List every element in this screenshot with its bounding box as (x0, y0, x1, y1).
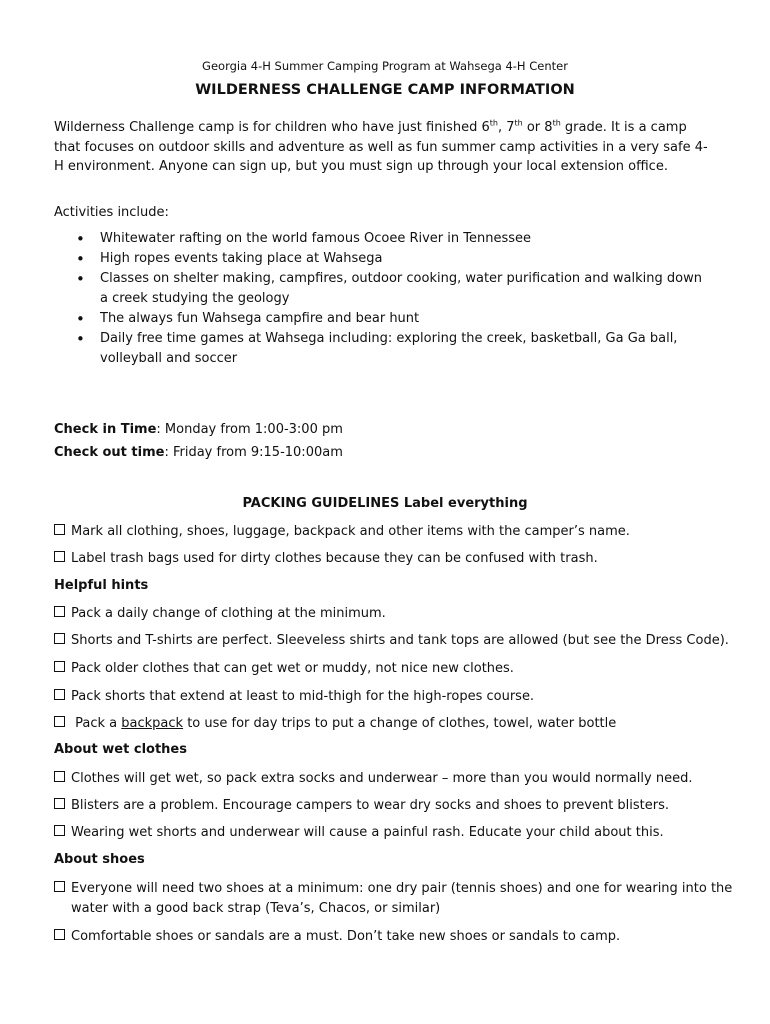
helpful-hints-heading: Helpful hints (54, 578, 149, 593)
wet-clothes-heading: About wet clothes (54, 742, 187, 757)
checklist-text: Pack shorts that extend at least to mid-thigh for the high-ropes course. (71, 689, 535, 704)
check-in-label: Check in Time (54, 422, 157, 437)
checklist-text: Mark all clothing, shoes, luggage, backpack and other items with the camper’s name. (71, 524, 630, 539)
checkbox-icon[interactable] (54, 689, 65, 700)
checkbox-icon[interactable] (54, 606, 65, 617)
checkbox-icon[interactable] (54, 551, 65, 562)
activity-item: • The always fun Wahsega campfire and bear hunt (54, 309, 704, 329)
check-in-time (54, 422, 343, 437)
activities-list (54, 229, 704, 369)
intro-text: , 7 (497, 120, 515, 135)
checkbox-icon[interactable] (54, 661, 65, 672)
backpack-link[interactable]: backpack (121, 716, 184, 731)
checklist-text: Wearing wet shorts and underwear will cause a painful rash. Educate your child about this. (71, 825, 664, 840)
checklist-item (54, 604, 734, 624)
checkbox-icon[interactable] (54, 633, 65, 644)
checkbox-icon[interactable] (54, 798, 65, 809)
checkbox-icon[interactable] (54, 825, 65, 836)
activity-item: • Daily free time games at Wahsega including: exploring the creek, basketball, Ga Ga ball, volleyball and soccer (54, 329, 704, 369)
checkbox-icon[interactable] (54, 771, 65, 782)
checklist-text: water with a good back strap (Teva’s, Chacos, or similar) (71, 901, 441, 916)
intro-sup: th (552, 118, 561, 128)
checkbox-icon[interactable] (54, 716, 65, 727)
checklist-text: Everyone will need two shoes at a minimum: one dry pair (tennis shoes) and one for wearing into the (71, 881, 733, 896)
checklist-text: Pack a daily change of clothing at the minimum. (71, 606, 386, 621)
activity-item: • High ropes events taking place at Wahsega (54, 249, 704, 269)
checklist-item (54, 796, 734, 816)
check-in-value: : Monday from 1:00-3:00 pm (156, 422, 343, 437)
activity-item: • Classes on shelter making, campfires, outdoor cooking, water purification and walking down a creek studying the geology (54, 269, 704, 309)
checklist-text: Comfortable shoes or sandals are a must. Don’t take new shoes or sandals to camp. (71, 929, 621, 944)
checklist-item (54, 659, 734, 679)
checklist-text: to use for day trips to put a change of clothes, towel, water bottle (183, 716, 617, 731)
checkbox-icon[interactable] (54, 881, 65, 892)
checklist-text: Shorts and T-shirts are perfect. Sleeveless shirts and tank tops are allowed (but see the Dress Code). (71, 633, 729, 648)
intro-sup: th (489, 118, 498, 128)
checklist-text: Pack a (71, 716, 122, 731)
checklist-item (54, 631, 734, 651)
activities-heading: Activities include: (54, 205, 169, 220)
intro-text: Wilderness Challenge camp is for children who have just finished 6 (54, 120, 490, 135)
checklist-text: Label trash bags used for dirty clothes because they can be confused with trash. (71, 551, 598, 566)
checklist-item (54, 769, 734, 789)
checkbox-icon[interactable] (54, 929, 65, 940)
checklist-text: Blisters are a problem. Encourage campers to wear dry socks and shoes to prevent blisters. (71, 798, 670, 813)
page-title: WILDERNESS CHALLENGE CAMP INFORMATION (195, 82, 575, 98)
checkbox-icon[interactable] (54, 524, 65, 535)
intro-text: grade. It is a camp that focuses on outdoor skills and adventure as well as fun summer camp activities in a very safe 4-H environment. Anyone can sign up, but you must sign up through your local extension office. (54, 120, 708, 174)
checklist-text: Pack older clothes that can get wet or muddy, not nice new clothes. (71, 661, 514, 676)
packing-heading: PACKING GUIDELINES Label everything (242, 496, 528, 511)
check-out-label: Check out time (54, 445, 165, 460)
checklist-item (54, 879, 734, 919)
checklist-item (54, 522, 734, 542)
checklist-text: Clothes will get wet, so pack extra socks and underwear – more than you would normally need. (71, 771, 693, 786)
activity-item: • Whitewater rafting on the world famous Ocoee River in Tennessee (54, 229, 704, 249)
checklist-item (54, 714, 734, 734)
intro-text: or 8 (522, 120, 553, 135)
intro-paragraph (54, 118, 714, 177)
program-subtitle: Georgia 4-H Summer Camping Program at Wahsega 4-H Center (202, 59, 568, 73)
checklist-item (54, 687, 734, 707)
checklist-item (54, 823, 734, 843)
checklist-item (54, 549, 734, 569)
check-out-value: : Friday from 9:15-10:00am (164, 445, 343, 460)
shoes-heading: About shoes (54, 852, 145, 867)
checklist-item (54, 927, 734, 947)
intro-sup: th (514, 118, 523, 128)
check-out-time (54, 445, 343, 460)
